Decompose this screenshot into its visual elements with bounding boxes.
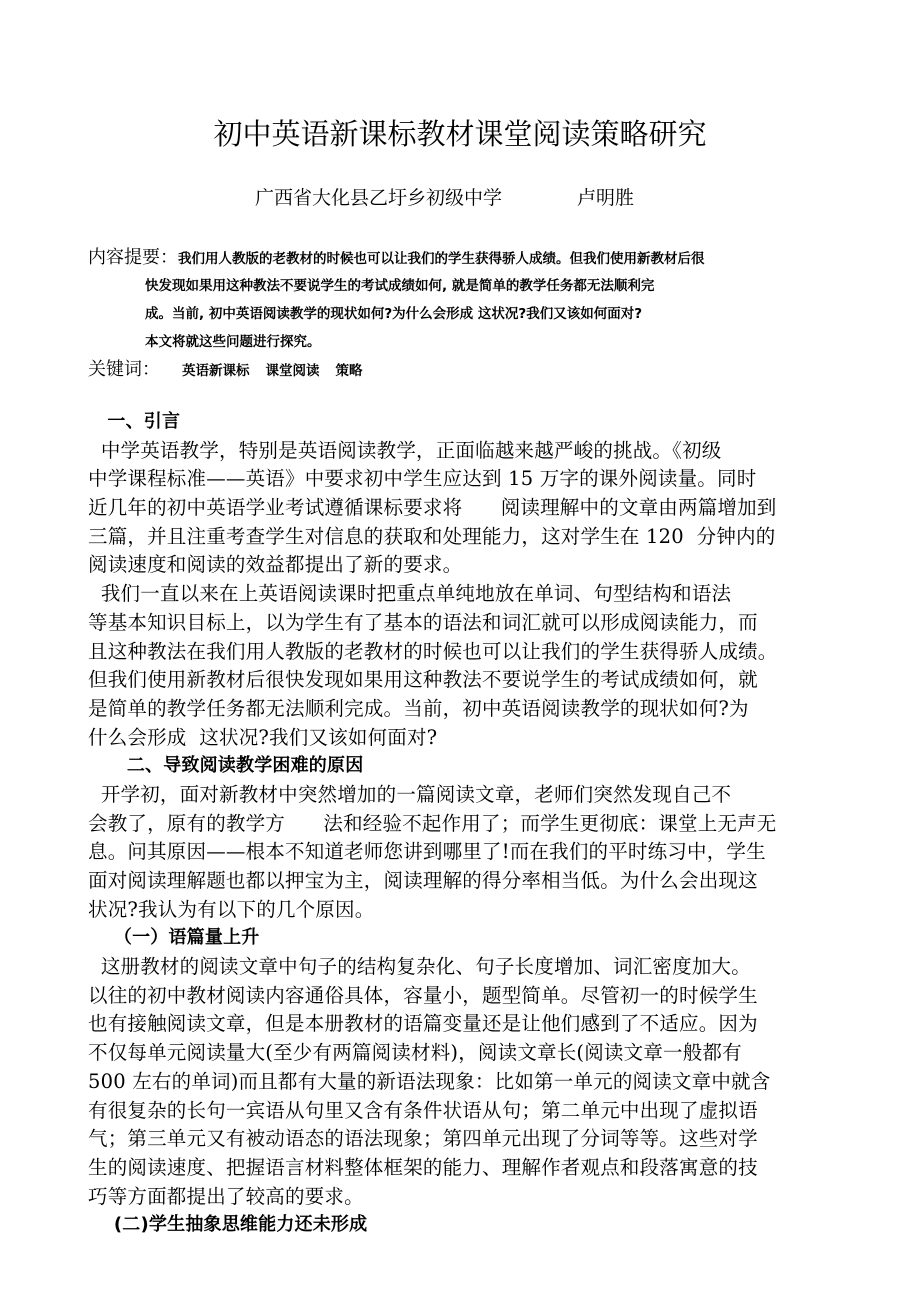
page-title: 初中英语新课标教材课堂阅读策略研究: [213, 117, 707, 151]
line-text: 等基本知识目标上，以为学生有了基本的语法和词汇就可以形成阅读能力，而: [88, 610, 758, 634]
abstract-line: 成。当前, 初中英语阅读教学的现状如何?为什么会形成 这状况?我们又该如何面对?: [145, 306, 643, 322]
line-text: (二)学生抽象思维能力还未形成: [113, 1214, 368, 1236]
text-line: [88, 1154, 848, 1183]
abstract-line: 我们用人教版的老教材的时候也可以让我们的学生获得骄人成绩。但我们使用新教材后很: [178, 251, 705, 267]
line-text: 巧等方面都提出了较高的要求。: [88, 1184, 364, 1208]
text-line: [88, 523, 848, 552]
abstract: [88, 243, 705, 269]
text-line: [88, 838, 848, 867]
text-line: [88, 695, 848, 724]
abstract-line: 本文将就这些问题进行探究。: [145, 334, 321, 350]
line-text: 但我们使用新教材后很快发现如果用这种教法不要说学生的考试成绩如何，就: [88, 668, 758, 692]
line-text: 三篇，并且注重考查学生对信息的获取和处理能力，这对学生在 120 分钟内的: [88, 524, 776, 548]
text-line: [88, 1097, 848, 1126]
text-line: [88, 666, 848, 695]
line-text: 开学初，面对新教材中突然增加的一篇阅读文章，老师们突然发现自己不: [100, 782, 732, 806]
keyword: 策略: [335, 363, 363, 379]
line-text: 一、引言: [107, 411, 181, 432]
text-line: [88, 638, 848, 667]
text-line: [88, 724, 848, 753]
text-line: [88, 1183, 848, 1212]
line-text: 什么会形成 这状况?我们又该如何面对?: [88, 725, 438, 749]
text-line: [88, 896, 848, 925]
text-line: [88, 494, 848, 523]
author-name: 卢明胜: [577, 187, 635, 209]
section-heading: [88, 924, 848, 953]
keyword: 课堂阅读: [265, 363, 320, 379]
line-text: 不仅每单元阅读量大(至少有两篇阅读材料)，阅读文章长(阅读文章一般都有: [88, 1041, 742, 1065]
text-line: [88, 609, 848, 638]
line-text: 状况?我认为有以下的几个原因。: [88, 897, 375, 921]
abstract-label: 内容提要：: [88, 247, 178, 268]
text-line: [88, 867, 848, 896]
text-line: [88, 781, 848, 810]
line-text: 且这种教法在我们用人教版的老教材的时候也可以让我们的学生获得骄人成绩。: [88, 639, 778, 663]
text-line: [88, 953, 848, 982]
line-text: 二、导致阅读教学困难的原因: [126, 755, 364, 777]
line-text: 生的阅读速度、把握语言材料整体框架的能力、理解作者观点和段落寓意的技: [88, 1155, 758, 1179]
body-text: [88, 408, 848, 1240]
line-text: 也有接触阅读文章，但是本册教材的语篇变量还是让他们感到了不适应。因为: [88, 1012, 758, 1036]
section-heading: [88, 752, 848, 781]
text-line: [88, 551, 848, 580]
line-text: 有很复杂的长句一宾语从句里又含有条件状语从句；第二单元中出现了虚拟语: [88, 1098, 758, 1122]
line-text: 以往的初中教材阅读内容通俗具体，容量小，题型简单。尽管初一的时候学生: [88, 983, 758, 1007]
keywords-label: 关键词：: [88, 359, 160, 380]
line-text: 阅读速度和阅读的效益都提出了新的要求。: [88, 553, 463, 577]
text-line: [88, 1039, 848, 1068]
line-text: 面对阅读理解题也都以押宝为主，阅读理解的得分率相当低。为什么会出现这: [88, 869, 758, 892]
line-text: 我们一直以来在上英语阅读课时把重点单纯地放在单词、句型结构和语法: [100, 582, 732, 606]
author-school: 广西省大化县乙圩乡初级中学: [255, 187, 503, 209]
text-line: [88, 437, 848, 466]
line-text: （一）语篇量上升: [113, 927, 260, 949]
author-line: [255, 183, 634, 210]
text-line: [88, 1068, 848, 1097]
line-text: 中学英语教学，特别是英语阅读教学，正面临越来越严峻的挑战。《初级: [100, 438, 722, 462]
line-text: 这册教材的阅读文章中句子的结构复杂化、句子长度增加、词汇密度加大。: [100, 955, 751, 979]
line-text: 气；第三单元又有被动语态的语法现象；第四单元出现了分词等等。这些对学: [88, 1127, 758, 1151]
text-line: [88, 1125, 848, 1154]
text-line: [88, 1010, 848, 1039]
text-line: [88, 982, 848, 1011]
keyword: 英语新课标: [182, 363, 250, 379]
line-text: 500 左右的单词)而且都有大量的新语法现象：比如第一单元的阅读文章中就含: [88, 1069, 771, 1093]
line-text: 中学课程标准——英语》中要求初中学生应达到 15 万字的课外阅读量。同时: [88, 467, 757, 491]
keywords: [88, 355, 363, 381]
section-heading: [88, 408, 848, 437]
abstract-line: 快发现如果用这种教法不要说学生的考试成绩如何, 就是简单的教学任务都无法顺利完: [145, 278, 655, 294]
line-text: 是简单的教学任务都无法顺利完成。当前，初中英语阅读教学的现状如何?为: [88, 696, 749, 720]
line-text: 息。问其原因——根本不知道老师您讲到哪里了!而在我们的平时练习中，学生: [88, 840, 766, 864]
line-text: 会教了，原有的教学方 法和经验不起作用了；而学生更彻底：课堂上无声无: [88, 811, 777, 835]
text-line: [88, 465, 848, 494]
section-heading: [88, 1211, 848, 1240]
text-line: [88, 580, 848, 609]
text-line: [88, 810, 848, 839]
line-text: 近几年的初中英语学业考试遵循课标要求将 阅读理解中的文章由两篇增加到: [88, 496, 777, 520]
